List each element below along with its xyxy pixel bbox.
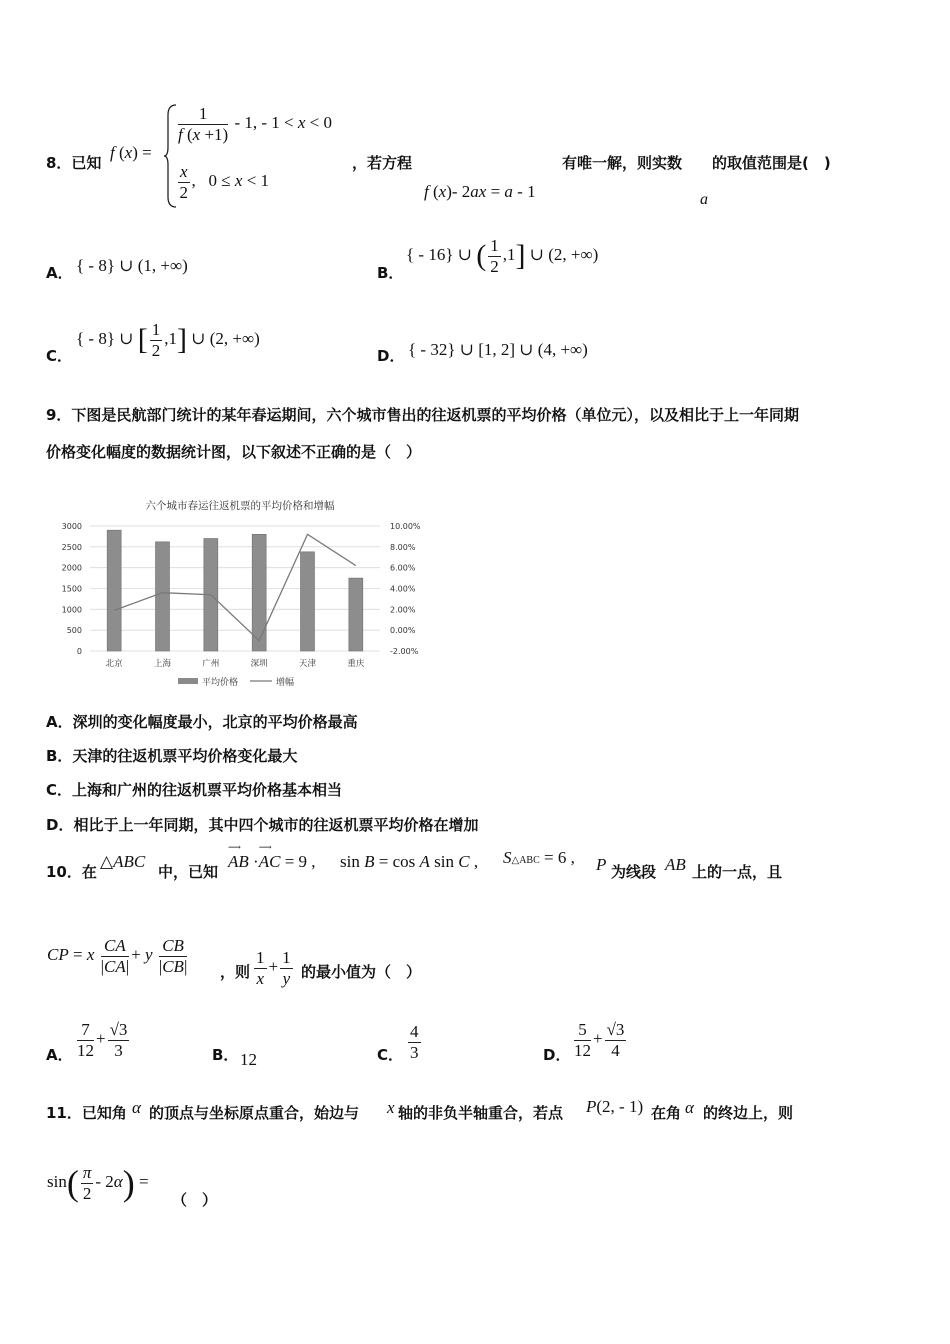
q10-point-p: P bbox=[596, 855, 607, 874]
q8-option-b-label[interactable]: B． bbox=[377, 264, 404, 282]
q10-option-d-label[interactable]: D． bbox=[543, 1046, 571, 1064]
bar-天津 bbox=[301, 552, 315, 651]
category-labels bbox=[106, 658, 365, 669]
q9-option-c[interactable]: C．上海和广州的往返机票平均价格基本相当 bbox=[46, 781, 343, 799]
q11-text-4: 的终边上，则 bbox=[703, 1104, 794, 1122]
q8-mid-text: ，若方程 bbox=[352, 154, 413, 172]
right-tick-label: 2.00% bbox=[390, 605, 416, 615]
left-tick-label: 3000 bbox=[61, 522, 82, 531]
q10-triangle: △ABC bbox=[100, 852, 146, 871]
q11-number: 11．已知角 bbox=[46, 1104, 127, 1122]
q8-tail-text-2: 的取值范围是( ) bbox=[712, 154, 831, 172]
left-tick-label: 500 bbox=[66, 626, 82, 636]
price-chart bbox=[50, 492, 440, 692]
q11-x: x bbox=[387, 1098, 395, 1117]
q9-option-b[interactable]: B．天津的往返机票平均价格变化最大 bbox=[46, 747, 298, 765]
right-tick-label: 4.00% bbox=[390, 584, 416, 594]
left-axis-ticks bbox=[62, 522, 82, 656]
q8-option-c[interactable]: { - 8} ∪ [ $\frac{1}{2}$ ,1] ∪ (2, +∞) bbox=[76, 320, 260, 360]
category-label: 深圳 bbox=[250, 659, 268, 669]
q10-option-c-label[interactable]: C． bbox=[377, 1046, 404, 1064]
q11-alpha: α bbox=[132, 1098, 141, 1117]
right-tick-label: 6.00% bbox=[390, 563, 416, 573]
q10-option-b[interactable]: 12 bbox=[240, 1050, 257, 1069]
q8-option-a[interactable]: { - 8} ∪ (1, +∞) bbox=[76, 256, 188, 275]
q10-vector-equation: CP = x $\frac{CA}{|CA|}$ + y $\frac{CB}{|CB|}$ bbox=[47, 936, 188, 976]
chart-title: 六个城市春运往返机票的平均价格和增幅 bbox=[145, 500, 335, 512]
right-tick-label: 8.00% bbox=[390, 542, 416, 552]
q8-option-b[interactable]: { - 16} ∪ ( $\frac{1}{2}$ ,1] ∪ (2, +∞) bbox=[406, 236, 599, 276]
right-tick-label: -2.00% bbox=[390, 647, 419, 656]
q11-expression: sin( $\frac{\pi}{2}$ - 2α) = bbox=[47, 1162, 149, 1203]
q8-var-a: a bbox=[700, 191, 708, 208]
q9-option-d[interactable]: D．相比于上一年同期，其中四个城市的往返机票平均价格在增加 bbox=[46, 816, 479, 834]
right-axis-ticks bbox=[390, 522, 421, 656]
line-series bbox=[114, 534, 356, 640]
q10-text-2: 为线段 bbox=[611, 863, 657, 881]
q8-option-d-label[interactable]: D． bbox=[377, 347, 405, 365]
q9-option-a[interactable]: A．深圳的变化幅度最小，北京的平均价格最高 bbox=[46, 713, 358, 731]
q8-piece-2: $\frac{x}{2}$ , 0 ≤ x < 1 bbox=[179, 162, 270, 202]
q10-option-d[interactable]: $\frac{5}{12}$ + $\frac{√3}{4}$ bbox=[574, 1020, 625, 1060]
q8-tail-text: 有唯一解，则实数 bbox=[562, 154, 683, 172]
left-tick-label: 2500 bbox=[61, 542, 82, 552]
q10-option-b-label[interactable]: B． bbox=[212, 1046, 239, 1064]
q8-option-d[interactable]: { - 32} ∪ [1, 2] ∪ (4, +∞) bbox=[408, 340, 588, 359]
q8-equation: f (x)- 2ax = a - 1 bbox=[424, 182, 536, 201]
category-label: 北京 bbox=[105, 659, 123, 669]
q10-dot-product: AB ⟶ ·AC ⟶ = 9 , bbox=[228, 842, 316, 871]
q11-alpha-2: α bbox=[685, 1098, 694, 1117]
chart-grid bbox=[90, 526, 380, 651]
bar-上海 bbox=[156, 542, 170, 651]
category-label: 天津 bbox=[298, 659, 317, 669]
q8-option-c-label[interactable]: C． bbox=[46, 347, 73, 365]
q10-number: 10．在 bbox=[46, 863, 97, 881]
right-tick-label: 0.00% bbox=[390, 626, 416, 636]
q11-text-1: 的顶点与坐标原点重合，始边与 bbox=[149, 1104, 360, 1122]
q11-text-2: 轴的非负半轴重合，若点 bbox=[398, 1104, 564, 1122]
q10-area: S△ABC = 6 , bbox=[503, 848, 575, 867]
chart-legend bbox=[178, 676, 294, 688]
legend-growth: 增幅 bbox=[276, 678, 295, 688]
left-tick-label: 0 bbox=[76, 647, 82, 656]
q11-point: P(2, - 1) bbox=[586, 1097, 644, 1116]
q9-stem-line-2: 价格变化幅度的数据统计图，以下叙述不正确的是（ ） bbox=[46, 443, 422, 461]
bar-深圳 bbox=[252, 534, 266, 651]
q10-reciprocal-sum: $\frac{1}{x}$ + $\frac{1}{y}$ bbox=[256, 948, 291, 988]
right-tick-label: 10.00% bbox=[390, 522, 421, 531]
category-label: 上海 bbox=[153, 659, 172, 669]
q8-number: 8．已知 bbox=[46, 154, 102, 172]
legend-price: 平均价格 bbox=[202, 678, 239, 688]
bar-北京 bbox=[107, 530, 121, 651]
legend-bar-swatch bbox=[178, 678, 198, 684]
q10-ask-2: 的最小值为（ ） bbox=[301, 963, 422, 981]
left-tick-label: 2000 bbox=[61, 563, 82, 573]
category-label: 重庆 bbox=[347, 659, 365, 669]
q10-option-a[interactable]: $\frac{7}{12}$ + $\frac{√3}{3}$ bbox=[77, 1020, 128, 1060]
bar-重庆 bbox=[349, 578, 363, 651]
left-tick-label: 1500 bbox=[61, 584, 82, 594]
q10-text-3: 上的一点，且 bbox=[692, 863, 783, 881]
q10-text-1: 中，已知 bbox=[158, 863, 219, 881]
left-tick-label: 1000 bbox=[61, 605, 82, 615]
q8-option-a-label[interactable]: A． bbox=[46, 264, 73, 282]
q10-ask-1: ，则 bbox=[220, 963, 251, 981]
growth-line bbox=[114, 534, 356, 640]
category-label: 广州 bbox=[202, 659, 220, 669]
q10-option-a-label[interactable]: A． bbox=[46, 1046, 73, 1064]
q11-text-3: 在角 bbox=[651, 1104, 682, 1122]
q10-sine-condition: sin B = cos A sin C , bbox=[340, 852, 479, 871]
q8-piece-1: $\frac{1}{f (x +1)}$ - 1, - 1 < x < 0 bbox=[178, 104, 333, 144]
q10-segment-ab: AB bbox=[665, 855, 686, 874]
bar-series bbox=[107, 530, 363, 651]
q8-function-label: f (x) = bbox=[110, 143, 152, 162]
q9-stem-line-1: 9．下图是民航部门统计的某年春运期间，六个城市售出的往返机票的平均价格（单位元），以及相比于上一年同期 bbox=[46, 406, 799, 424]
q10-option-c[interactable]: $\frac{4}{3}$ bbox=[410, 1022, 419, 1062]
q11-blank: （ ） bbox=[172, 1191, 218, 1209]
